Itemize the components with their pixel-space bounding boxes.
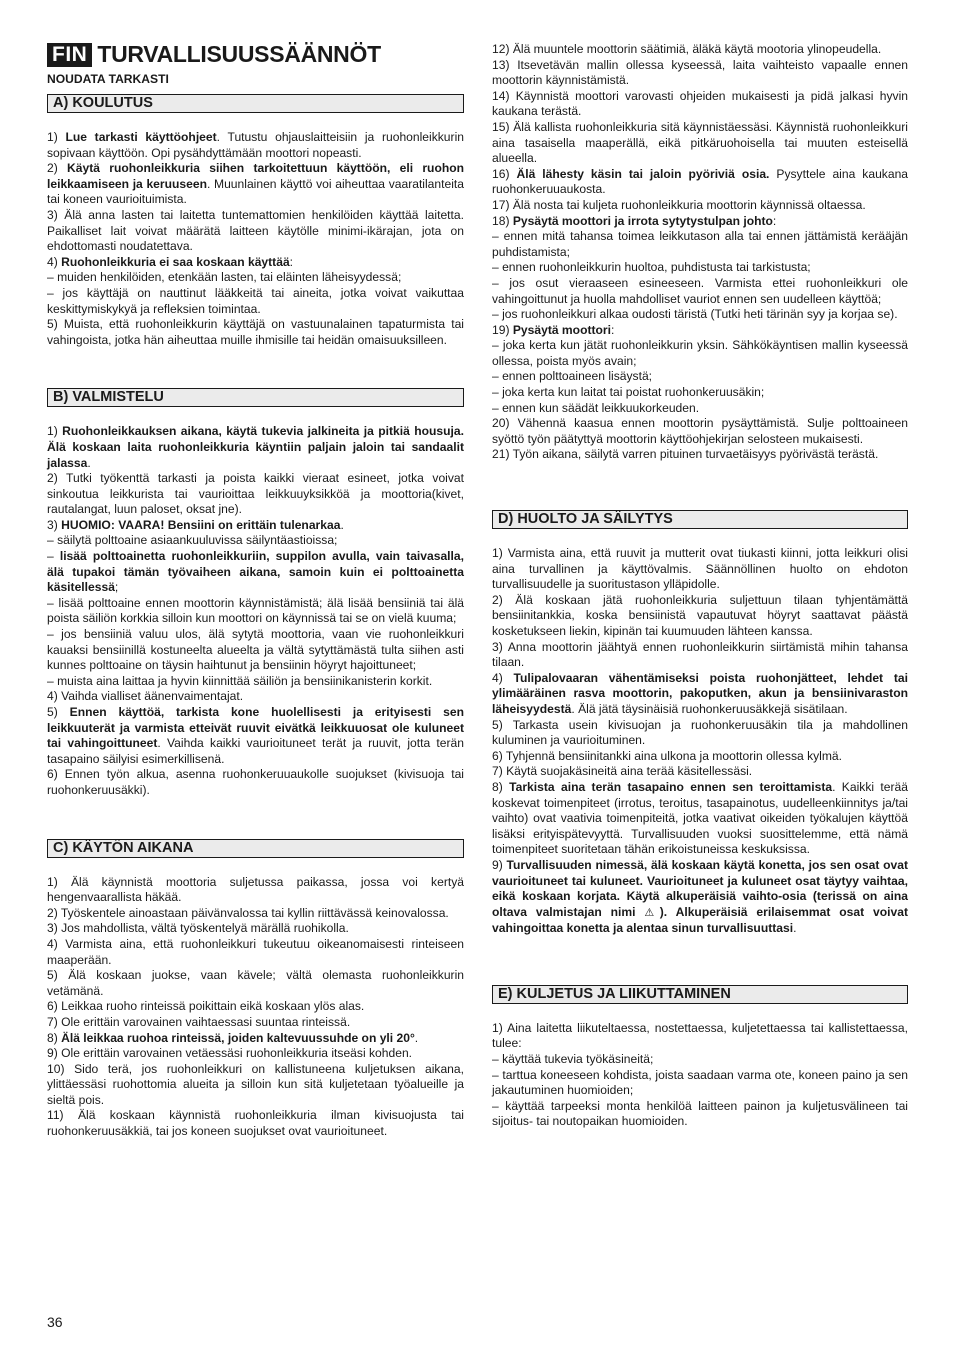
page-header (47, 42, 464, 94)
rule-item (47, 689, 464, 705)
section-items (47, 130, 464, 348)
body-text: 18) (492, 213, 513, 228)
emphasis-text: Ennen käyttöä, tarkista kone huolellisesti ja erityisesti sen leikkuuterät ja varmista etteivät ruuvit eivätkä leikkuuosat ole kuluneet tai vahingoittuneet (47, 705, 464, 751)
section-e-kuljetus (492, 985, 908, 1130)
section-title: B) VALMISTELU (47, 388, 464, 407)
rule-item (492, 42, 908, 58)
body-text: – tarttua koneeseen kohdista, joista saadaan varma ote, koneen paino ja sen jakautuminen huomioiden; (492, 1067, 908, 1098)
rule-item (47, 906, 464, 922)
body-text: 4) (47, 254, 62, 269)
rule-item (47, 968, 464, 999)
body-text: 10) Sido terä, jos ruohonleikkuri on kallistuneena kuljetuksen aikana, ylittäessäsi ruohottomia alueita ja silloin kun sitä kuljetetaan työalueille ja sieltä pois. (47, 1061, 464, 1107)
emphasis-text: Ruohonleikkuria ei saa koskaan käyttää (61, 254, 290, 269)
rule-item (492, 749, 908, 765)
body-text: . (793, 921, 797, 936)
rule-item (47, 471, 464, 518)
body-text: . (87, 455, 91, 470)
rule-item (47, 627, 464, 674)
body-text: 19) (492, 322, 513, 337)
body-text: 6) Leikkaa ruoho rinteissä poikittain eikä koskaan ylös alas. (47, 999, 365, 1014)
rule-item (47, 270, 464, 286)
body-text: – ennen polttoaineen lisäystä; (492, 369, 653, 384)
rule-item (47, 674, 464, 690)
rule-item (492, 640, 908, 671)
body-text: – ennen ruohonleikkurin huoltoa, puhdistusta tai tarkistusta; (492, 260, 811, 275)
rule-item (47, 1046, 464, 1062)
body-text: 5) Älä koskaan juokse, vaan kävele; vältä olemasta ruohonleikkurin vetämänä. (47, 968, 464, 998)
rule-item (492, 593, 908, 640)
body-text: 17) Älä nosta tai kuljeta ruohonleikkuria moottorin käynnissä oltaessa. (492, 197, 866, 212)
language-badge: FIN (47, 43, 92, 67)
emphasis-text: Turvallisuuden nimessä, älä koskaan käytä konetta, jos sen osat ovat vaurioituneet tai kuluneet. Vaurioituneet ja kuluneet osat täytyy vaihtaa, eikä koskaan korjata. Käytä alkuperäisiä vaihto-osia (terissä on aina oltava valmistajan nimi (492, 857, 908, 919)
body-text: 6) Ennen työn alkua, asenna ruohonkeruuaukolle suojukset (kivisuoja tai ruohonkeruusäkki). (47, 767, 464, 797)
section-title: A) KOULUTUS (47, 94, 464, 113)
body-text: 1) (47, 424, 63, 439)
body-text: 1) Aina laitetta liikuteltaessa, nostettaessa, kuljetettaessa tai kallistettaessa, tulee: (492, 1020, 908, 1051)
body-text: : (289, 254, 294, 269)
body-text: ; (114, 580, 119, 595)
body-text: 3) Anna moottorin jäähtyä ennen ruohonleikkurin siirtämistä mihin tahansa tilaan. (492, 639, 908, 670)
emphasis-text: Tulipalovaaran vähentämiseksi poista ruohonjätteet, lehdet tai ylimääräinen rasva moottorin, pakoputken, akun ja bensiinivaraston läheisyydestä (492, 670, 908, 716)
rule-item (47, 518, 464, 534)
rule-item (492, 1068, 908, 1099)
body-text: – muista aina laittaa ja hyvin kiinnittää säiliön ja bensiinikanisterin korkit. (47, 673, 433, 688)
body-text: – jos osut vieraaseen esineeseen. Varmista ettei ruohonleikkuri ole vahingoittunut ja huolla mahdolliset vauriot ennen sen uudelleen käyttöä; (492, 275, 908, 306)
rule-item (47, 286, 464, 317)
page-number: 36 (47, 1314, 63, 1330)
body-text: – joka kerta kun laitat tai poistat ruohonkeruusäkin; (492, 385, 765, 400)
rule-item (492, 58, 908, 89)
body-text: – muiden henkilöiden, etenkään lasten, tai eläinten läheisyydessä; (47, 270, 402, 285)
body-text: : (610, 322, 615, 337)
section-gap (492, 463, 908, 510)
rule-item (47, 596, 464, 627)
rule-item (47, 921, 464, 937)
rule-item (492, 385, 908, 401)
emphasis-text: ). Alkuperäisiä erilaisemmat osat voivat vahingoittaa konetta ja alentaa sinun turvallisuuttasi (492, 904, 908, 936)
body-text: – käyttää tarpeeksi monta henkilöä laitteen painon ja kuljetusvälineen tai sijoitus- tai noutopaikan huomioiden. (492, 1098, 908, 1129)
section-a-koulutus (47, 94, 464, 348)
rule-item (47, 1031, 464, 1047)
section-items (47, 875, 464, 1140)
body-text: Pysyttele aina kaukana ruohonkeruuaukosta. (492, 166, 909, 197)
body-text: – joka kerta kun jätät ruohonleikkurin yksin. Sähkökäyntisen mallin kyseessä ollessa, poista myös avain; (492, 338, 908, 368)
right-column (492, 42, 908, 1130)
emphasis-text: Pysäytä moottori ja irrota sytytystulpan johto (512, 213, 773, 228)
rule-item (492, 1052, 908, 1068)
body-text: 20) Vähennä kaasua ennen moottorin pysäyttämistä. Sulje polttoaineen syöttö työn päätyttyä moottorin käyttöohjekirjan selosteen mukaisesti. (492, 416, 908, 446)
rule-item (492, 1021, 908, 1052)
body-text: 4) Vaihda vialliset äänenvaimentajat. (47, 689, 244, 704)
body-text: 7) Ole erittäin varovainen vaihtaessasi suuntaa rinteissä. (47, 1014, 351, 1029)
page-title: TURVALLISUUSSÄÄNNÖT (97, 41, 381, 68)
rule-item (47, 705, 464, 767)
emphasis-text: Ruohonleikkauksen aikana, käytä tukevia jalkineita ja pitkiä housuja. Älä koskaan laita ruohonleikkuria käyntiin paljain jaloin tai sandaalit jalassa (47, 424, 464, 470)
rule-item (492, 120, 908, 167)
body-text: 5) (47, 705, 70, 719)
body-text: 14) Käynnistä moottori varovasti ohjeiden mukaisesti ja pidä jalkasi hyvin kaukana terästä. (492, 88, 908, 119)
body-text: – ennen mitä tahansa toimea leikkutason alla tai ennen jättämistä kerääjän puhdistamista; (492, 229, 908, 259)
body-text: 1) Varmista aina, että ruuvit ja mutterit ovat tiukasti kiinni, jotta leikkuri olisi aina turvallinen ja käyttövalmis. Säännöllinen huolto on ehdoton turvallisuudelle ja suoritustason ylläpidolle. (492, 546, 908, 592)
body-text: . Älä jätä täysinäisiä ruohonkeruusäkkejä sisätilaan. (571, 701, 848, 716)
rule-item (47, 424, 464, 471)
body-text: 4) (492, 670, 514, 685)
rule-item (47, 208, 464, 255)
rule-item (47, 317, 464, 348)
body-text: 4) Varmista aina, että ruohonleikkuri tukeutuu oikeanomaisesti rinteiseen maaperään. (47, 936, 464, 967)
body-text: . Kaikki terää koskevat toimenpiteet (irrotus, teroitus, tasapainotus, uudelleenkiinnitys ja/tai vaihto) ovat vaativia toimenpiteitä, jotka vaativat oikeiden työkalujen käyttöä lisäksi erityispätevyyttä. Turvallisuuden vuoksi suosittelemme, että nämä toimenpiteet suoritetaan tähän erikoistuneissa keskuksissa. (492, 779, 908, 857)
rule-item (492, 401, 908, 417)
body-text: – jos ruohonleikkuri alkaa oudosti täristä (Tutki heti tärinän syy ja korjaa se). (492, 307, 898, 322)
emphasis-text: Tarkista aina terän tasapaino ennen sen teroittamista (509, 779, 833, 794)
body-text: 15) Älä kallista ruohonleikkuria sitä käynnistäessäsi. Käynnistä ruohonleikkuri aina tasaisella maaperällä, eikä pitkäruohoisella tai muuten esteisellä alueella. (492, 119, 908, 166)
body-text: 6) Tyhjennä bensiinitankki aina ulkona ja moottorin ollessa kylmä. (492, 748, 843, 763)
body-text: 8) (47, 1030, 62, 1045)
rule-item (492, 276, 908, 307)
body-text: 5) Muista, että ruohonleikkurin käyttäjä on vastuunalainen tapaturmista tai vahingoista, jotka hän aiheuttaa muille ihmisille tai heidän omaisuuksilleen. (47, 317, 464, 347)
manufacturer-mark-icon: ⚠ (644, 906, 660, 919)
rule-item (492, 307, 908, 323)
section-title: D) HUOLTO JA SÄILYTYS (492, 510, 908, 529)
section-title: C) KÄYTÖN AIKANA (47, 839, 464, 858)
rule-item (47, 1108, 464, 1139)
body-text: 3) (47, 517, 62, 532)
emphasis-text: Älä lähesty käsin tai jaloin pyöriviä osia. (516, 166, 770, 181)
body-text: – ennen kun säädät leikkuukorkeuden. (492, 400, 700, 415)
section-gap (47, 799, 464, 839)
rule-item (492, 323, 908, 339)
body-text: – säilytä polttoaine asiaankuuluvissa säilyntäastioissa; (47, 533, 338, 548)
rule-item (47, 937, 464, 968)
rule-item (492, 671, 908, 718)
rule-item (492, 338, 908, 369)
title-row (47, 42, 464, 68)
body-text: 9) (492, 857, 507, 872)
section-gap (47, 348, 464, 388)
rule-item (492, 858, 908, 937)
body-text: – käyttää tukevia työkäsineitä; (492, 1052, 654, 1067)
body-text: : (772, 213, 777, 228)
body-text: 13) Itsevetävän mallin ollessa kyseessä, laita vaihteisto vapaalle ennen moottorin käynnistämistä. (492, 57, 908, 88)
rule-item (47, 161, 464, 208)
body-text: – (47, 549, 60, 564)
rule-item (492, 416, 908, 447)
body-text: . Muunlainen käyttö voi aiheuttaa vaaratilanteita tai koneen vaurioituimista. (47, 176, 464, 207)
rule-item (492, 1099, 908, 1130)
body-text: 7) Käytä suojakäsineitä aina terää käsitellessäsi. (492, 764, 753, 779)
body-text: 16) (492, 166, 517, 181)
emphasis-text: Käytä ruohonleikkuria siihen tarkoitettuun käyttöön, eli ruohon leikkaamiseen ja keruuseen (47, 161, 464, 191)
rule-item (492, 260, 908, 276)
section-c-continued (492, 42, 908, 463)
section-title: E) KULJETUS JA LIIKUTTAMINEN (492, 985, 908, 1004)
rule-item (47, 130, 464, 161)
rule-item (492, 229, 908, 260)
body-text: 21) Työn aikana, säilytä varren pituinen turvaetäisyys pyörivästä terästä. (492, 447, 879, 462)
rule-item (492, 198, 908, 214)
body-text: 9) Ole erittäin varovainen vetäessäsi ruohonleikkuria itseäsi kohden. (47, 1046, 413, 1061)
section-items (492, 42, 908, 463)
body-text: 1) Älä käynnistä moottoria suljetussa paikassa, jossa voi kertyä hengenvaarallista häkää. (47, 874, 464, 905)
emphasis-text: lisää polttoainetta ruohonleikkuriin, suppilon avulla, vain taivasalla, älä tupakoi tämän työvaiheen aikana, samoin kuin ei polttoainetta käsitellessä (47, 549, 464, 595)
section-c-kaytön-aikana (47, 839, 464, 1140)
rule-item (492, 546, 908, 593)
section-items (47, 424, 464, 798)
rule-item (47, 875, 464, 906)
emphasis-text: Lue tarkasti käyttöohjeet (65, 130, 217, 144)
rule-item (47, 767, 464, 798)
body-text: 12) Älä muuntele moottorin säätimiä, äläkä käytä mootoria ylinopeudella. (492, 42, 882, 56)
section-d-huolto (492, 510, 908, 937)
body-text: 2) Tutki työkenttä tarkasti ja poista kaikki vieraat esineet, jotka voivat sinkoutua leikkurista tai vaurioittaa leikkuuyksikköä ja moottoria(kivet, rautalangat, luun paloset, oksat jne). (47, 471, 464, 517)
rule-item (47, 255, 464, 271)
rule-item (492, 167, 908, 198)
body-text: – jos bensiiniä valuu ulos, älä sytytä moottoria, vaan vie ruohonleikkuri kauaksi bensiinillä kostuneelta alueelta ja vältä sytyttämästä tulta siihen asti kunnes polttoaine on täysin haihtunut ja bensiinin höyryt hajoittuneet; (47, 627, 464, 673)
rule-item (47, 549, 464, 596)
section-items (492, 546, 908, 937)
rule-item (47, 1015, 464, 1031)
left-column (47, 42, 464, 1140)
body-text: 2) Älä koskaan jätä ruohonleikkuria suljettuun tilaan tyhjentämättä bensiinitankkia, koska bensiinistä vapautuvat höyryt saattavat päästä kosketukseen liekin, kipinän tai kuumuuden lähteen kanssa. (492, 592, 908, 638)
body-text: 2) Työskentele ainoastaan päivänvalossa tai kyllin riittävässä keinovalossa. (47, 905, 449, 920)
rule-item (47, 1062, 464, 1109)
body-text: . (340, 517, 344, 532)
rule-item (492, 89, 908, 120)
body-text: . Vaihda kaikki vaurioituneet terät ja ruuvit, jotta terän tasapaino säilyisi esimerkillisenä. (47, 736, 464, 766)
body-text: . (414, 1030, 419, 1045)
rule-item (492, 780, 908, 858)
rule-item (492, 447, 908, 463)
body-text: 3) Älä anna lasten tai laitetta tuntemattomien henkilöiden käyttää laitetta. Paikalliset lait voivat määrätä laitteen käytölle minimi-ikärajan, jota on ehdottomasti noudatettava. (47, 207, 464, 254)
section-b-valmistelu (47, 388, 464, 798)
body-text: 8) (492, 779, 510, 794)
body-text: 5) Tarkasta usein kivisuojan ja ruohonkeruusäkin tila ja mahdollinen kuluminen ja vaurioituminen. (492, 717, 908, 748)
body-text: 1) (47, 130, 66, 144)
section-items (492, 1021, 908, 1130)
rule-item (47, 533, 464, 549)
section-gap (492, 937, 908, 985)
body-text: 11) Älä koskaan käynnistä ruohonleikkuria ilman kivisuojusta tai ruohonkeruusäkkiä, tai jos koneen suojukset ovat vaurioituneet. (47, 1108, 464, 1139)
emphasis-text: Pysäytä moottori (512, 322, 611, 337)
rule-item (492, 369, 908, 385)
rule-item (47, 999, 464, 1015)
body-text: – lisää polttoaine ennen moottorin käynnistämistä; älä lisää bensiiniä tai älä poista säiliön korkkia silloin kun moottori on käynnissä tai se on vielä kuuma; (47, 595, 464, 626)
body-text: – jos käyttäjä on nauttinut lääkkeitä tai aineita, jotka voivat vaikuttaa keskittymiskykyä ja refleksien toimintaa. (47, 285, 464, 316)
rule-item (492, 214, 908, 230)
page-subtitle: NOUDATA TARKASTI (47, 72, 169, 86)
body-text: 3) Jos mahdollista, vältä työskentelyä märällä ruohikolla. (47, 921, 349, 936)
rule-item (492, 718, 908, 749)
emphasis-text: HUOMIO: VAARA! Bensiini on erittäin tulenarkaa (61, 517, 341, 532)
rule-item (492, 764, 908, 780)
body-text: 2) (47, 161, 68, 176)
emphasis-text: Älä leikkaa ruohoa rinteissä, joiden kaltevuussuhde on yli 20° (61, 1030, 415, 1045)
body-text: . Tutustu ohjauslaitteisiin ja ruohonleikkurin sopivaan käyttöön. Opi pysähdyttämään moottori nopeasti. (47, 130, 464, 160)
